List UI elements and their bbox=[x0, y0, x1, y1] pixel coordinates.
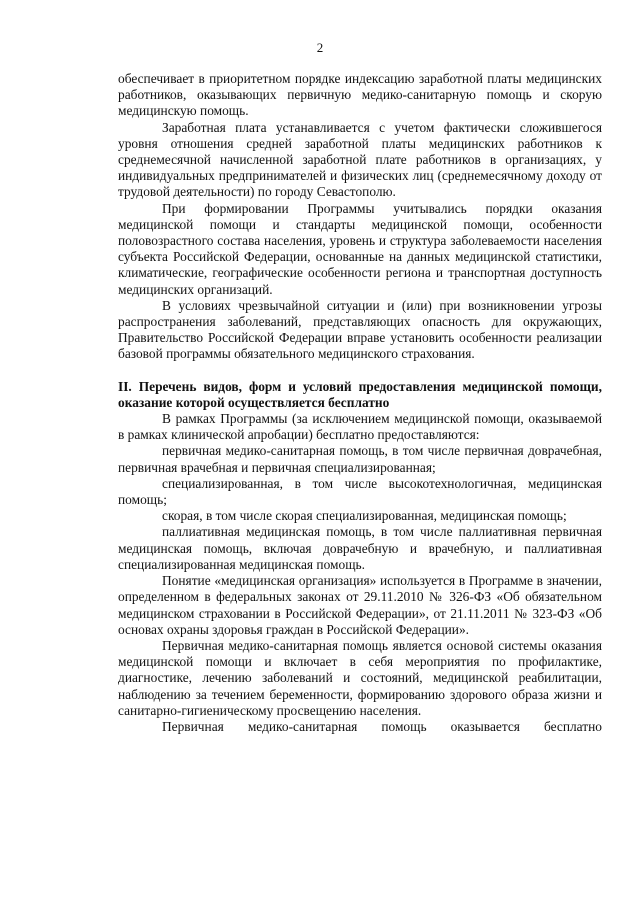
paragraph: В рамках Программы (за исключением медицинской помощи, оказываемой в рамках клинической апробации) бесплатно предоставляются: bbox=[118, 411, 602, 443]
paragraph: Заработная плата устанавливается с учетом фактически сложившегося уровня отношения средней заработной платы медицинских работников к среднемесячной начисленной заработной плате работников в организациях, у индивидуальных предпринимателей и физических лиц (среднемесячному доходу от трудовой деятельности) по городу Севастополю. bbox=[118, 119, 602, 200]
list-item: специализированная, в том числе высокотехнологичная, медицинская помощь; bbox=[118, 475, 602, 508]
page-number: 2 bbox=[316, 40, 324, 55]
document-body bbox=[118, 71, 602, 735]
paragraph: При формировании Программы учитывались порядки оказания медицинской помощи и стандарты медицинской помощи, особенности половозрастного состава населения, уровень и структура заболеваемости населения субъекта Российской Федерации, основанные на данных медицинской статистики, климатические, географические особенности региона и транспортная доступность медицинских организаций. bbox=[118, 200, 602, 297]
paragraph: В условиях чрезвычайной ситуации и (или) при возникновении угрозы распространения заболеваний, представляющих опасность для окружающих, Правительство Российской Федерации вправе установить особенности реализации базовой программы обязательного медицинского страхования. bbox=[118, 297, 602, 362]
spacer bbox=[118, 363, 602, 379]
paragraph: Понятие «медицинская организация» используется в Программе в значении, определенном в федеральных законах от 29.11.2010 № 326-ФЗ «Об обязательном медицинском страховании в Российской Федерации», от 21.11.2011 № 323-ФЗ «Об основах охраны здоровья граждан в Российской Федерации». bbox=[118, 573, 602, 637]
paragraph: обеспечивает в приоритетном порядке индексацию заработной платы медицинских работников, оказывающих первичную медико-санитарную помощь и скорую медицинскую помощь. bbox=[118, 71, 602, 119]
list-item: первичная медико-санитарная помощь, в том числе первичная доврачебная, первичная врачебная и первичная специализированная; bbox=[118, 443, 602, 475]
list-item: скорая, в том числе скорая специализированная, медицинская помощь; bbox=[162, 508, 567, 524]
section-title: II. Перечень видов, форм и условий предоставления медицинской помощи, оказание которой осуществляется бесплатно bbox=[118, 378, 602, 410]
paragraph: Первичная медико-санитарная помощь оказывается бесплатно bbox=[162, 718, 602, 734]
list-item: паллиативная медицинская помощь, в том числе паллиативная первичная медицинская помощь, включая доврачебную и врачебную, и паллиативная специализированная медицинская помощь. bbox=[118, 524, 602, 572]
paragraph: Первичная медико-санитарная помощь является основой системы оказания медицинской помощи и включает в себя мероприятия по профилактике, диагностике, лечению заболеваний и состояний, медицинской реабилитации, наблюдению за течением беременности, формированию здорового образа жизни и санитарно-гигиеническому просвещению населения. bbox=[118, 637, 602, 718]
